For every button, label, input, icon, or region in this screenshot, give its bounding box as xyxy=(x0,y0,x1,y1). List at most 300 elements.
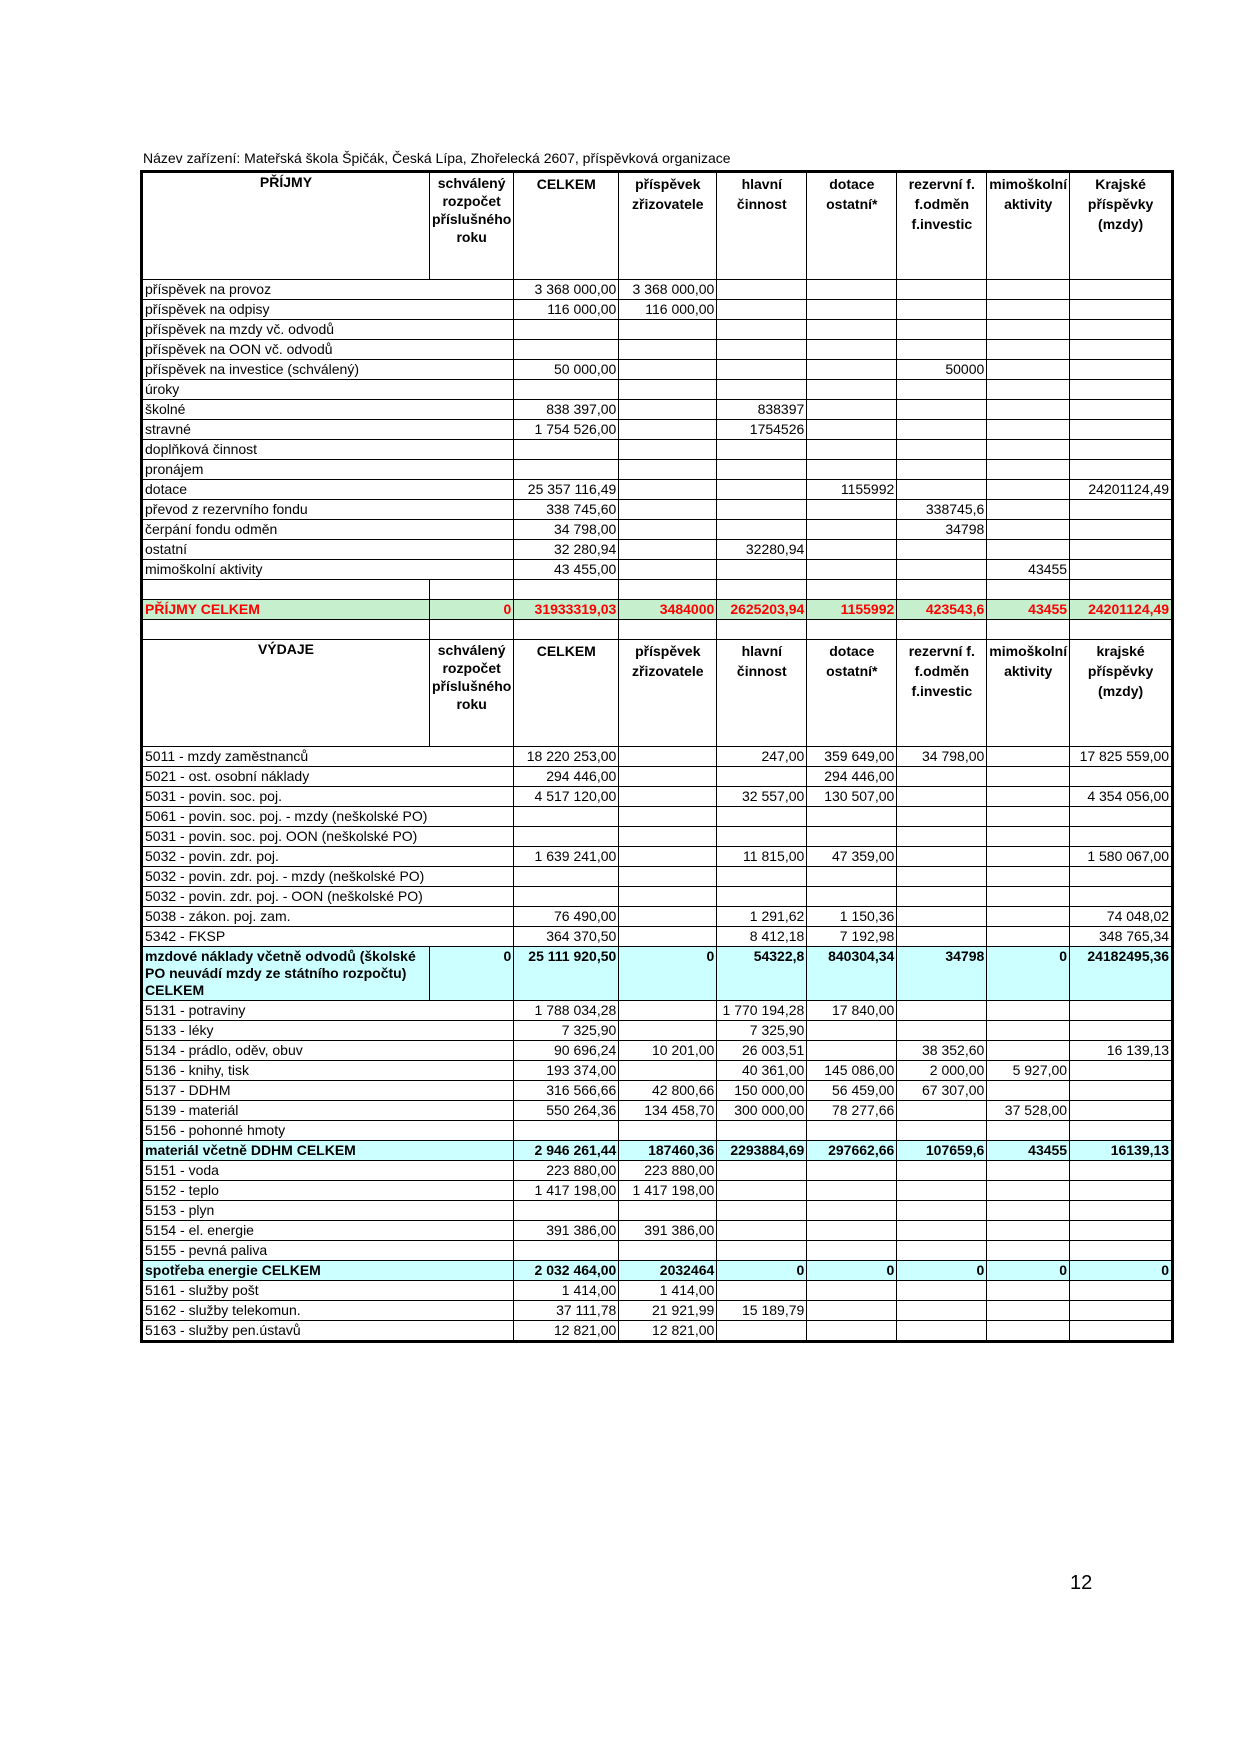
cell-value xyxy=(514,440,619,460)
cell-value xyxy=(897,767,987,787)
table-row xyxy=(142,1101,1173,1121)
table-row xyxy=(142,460,1173,480)
cell-value xyxy=(1070,1241,1173,1261)
budget-table xyxy=(140,170,1174,1343)
cell-value xyxy=(1070,300,1173,320)
cell-value xyxy=(429,1061,513,1081)
row-label: příspěvek na investice (schválený) xyxy=(142,360,430,380)
cell-value: 34 798,00 xyxy=(514,520,619,540)
column-header: hlavní činnost xyxy=(717,640,807,747)
cell-value xyxy=(429,1301,513,1321)
column-header: dotace ostatní* xyxy=(807,640,897,747)
cell-value xyxy=(807,1221,897,1241)
cell-value xyxy=(429,887,513,907)
row-label: 5139 - materiál xyxy=(142,1101,430,1121)
column-header: CELKEM xyxy=(514,640,619,747)
cell-value: 150 000,00 xyxy=(717,1081,807,1101)
cell-value xyxy=(897,1281,987,1301)
cell-value: 0 xyxy=(1070,1261,1173,1281)
cell-value xyxy=(717,887,807,907)
cell-value xyxy=(619,480,717,500)
cell-value xyxy=(1070,1061,1173,1081)
cell-value xyxy=(897,380,987,400)
cell-value xyxy=(807,827,897,847)
cell-value xyxy=(1070,1081,1173,1101)
cell-value xyxy=(1070,1121,1173,1141)
cell-value xyxy=(897,927,987,947)
row-label: školné xyxy=(142,400,430,420)
cell-value xyxy=(987,927,1070,947)
cell-value: 1 788 034,28 xyxy=(514,1001,619,1021)
table-row xyxy=(142,440,1173,460)
cell-value xyxy=(807,380,897,400)
cell-value: 300 000,00 xyxy=(717,1101,807,1121)
cell-value xyxy=(807,500,897,520)
cell-value xyxy=(429,787,513,807)
cell-value: 3 368 000,00 xyxy=(619,280,717,300)
cell-value xyxy=(1070,560,1173,580)
cell-value xyxy=(619,360,717,380)
cell-value xyxy=(619,1241,717,1261)
cell-value xyxy=(987,520,1070,540)
cell-value xyxy=(807,1021,897,1041)
cell-value xyxy=(987,400,1070,420)
cell-value xyxy=(1070,520,1173,540)
cell-value xyxy=(897,300,987,320)
table-row xyxy=(142,520,1173,540)
cell-value: 7 325,90 xyxy=(717,1021,807,1041)
cell-value xyxy=(987,907,1070,927)
cell-value: 1 414,00 xyxy=(514,1281,619,1301)
cell-value: 3 368 000,00 xyxy=(514,280,619,300)
cell-value: 838 397,00 xyxy=(514,400,619,420)
cell-value: 316 566,66 xyxy=(514,1081,619,1101)
cell-value xyxy=(807,1241,897,1261)
cell-value: 15 189,79 xyxy=(717,1301,807,1321)
column-header: PŘÍJMY xyxy=(142,172,430,280)
column-header: rezervní f. f.odměn f.investic xyxy=(897,172,987,280)
cell-value xyxy=(514,1241,619,1261)
column-header: schválený rozpočet příslušného roku xyxy=(429,640,513,747)
cell-value xyxy=(514,460,619,480)
cell-value xyxy=(1070,1001,1173,1021)
cell-value xyxy=(897,340,987,360)
cell-value xyxy=(1070,1181,1173,1201)
cell-value: 12 821,00 xyxy=(514,1321,619,1342)
wages-total-label: mzdové náklady včetně odvodů (školské PO neuvádí mzdy ze státního rozpočtu) CELKEM xyxy=(142,947,430,1001)
cell-value xyxy=(897,1101,987,1121)
cell-value xyxy=(429,1281,513,1301)
cell-value: 24182495,36 xyxy=(1070,947,1173,1001)
column-header: mimoškolní aktivity xyxy=(987,640,1070,747)
energy-total-label: spotřeba energie CELKEM xyxy=(142,1261,430,1281)
cell-value xyxy=(987,280,1070,300)
table-row xyxy=(142,807,1173,827)
cell-value: 2 946 261,44 xyxy=(514,1141,619,1161)
cell-value xyxy=(429,1121,513,1141)
cell-value xyxy=(717,360,807,380)
cell-value xyxy=(429,540,513,560)
row-label: 5152 - teplo xyxy=(142,1181,430,1201)
cell-value xyxy=(1070,440,1173,460)
cell-value: 2625203,94 xyxy=(717,600,807,620)
table-row xyxy=(142,907,1173,927)
cell-value xyxy=(717,560,807,580)
cell-value: 338745,6 xyxy=(897,500,987,520)
cell-value xyxy=(987,1221,1070,1241)
cell-value xyxy=(514,1121,619,1141)
cell-value xyxy=(807,320,897,340)
table-row xyxy=(142,787,1173,807)
table-row xyxy=(142,480,1173,500)
cell-value: 26 003,51 xyxy=(717,1041,807,1061)
cell-value: 134 458,70 xyxy=(619,1101,717,1121)
cell-value xyxy=(619,887,717,907)
cell-value xyxy=(429,1241,513,1261)
cell-value: 1155992 xyxy=(807,480,897,500)
cell-value: 37 111,78 xyxy=(514,1301,619,1321)
cell-value xyxy=(429,827,513,847)
cell-value xyxy=(897,1321,987,1342)
cell-value xyxy=(429,440,513,460)
cell-value xyxy=(619,907,717,927)
cell-value: 24201124,49 xyxy=(1070,600,1173,620)
cell-value: 4 517 120,00 xyxy=(514,787,619,807)
table-row xyxy=(142,540,1173,560)
cell-value: 0 xyxy=(987,1261,1070,1281)
cell-value xyxy=(429,560,513,580)
cell-value: 116 000,00 xyxy=(514,300,619,320)
cell-value xyxy=(987,1041,1070,1061)
cell-value xyxy=(807,460,897,480)
cell-value xyxy=(717,807,807,827)
row-label: 5061 - povin. soc. poj. - mzdy (neškolské PO) xyxy=(142,807,430,827)
row-label: příspěvek na mzdy vč. odvodů xyxy=(142,320,430,340)
cell-value: 43455 xyxy=(987,600,1070,620)
cell-value xyxy=(619,520,717,540)
cell-value xyxy=(619,440,717,460)
cell-value: 43 455,00 xyxy=(514,560,619,580)
cell-value: 223 880,00 xyxy=(619,1161,717,1181)
cell-value xyxy=(429,400,513,420)
cell-value xyxy=(897,787,987,807)
table-row xyxy=(142,400,1173,420)
table-row xyxy=(142,1161,1173,1181)
row-label: 5342 - FKSP xyxy=(142,927,430,947)
cell-value: 3484000 xyxy=(619,600,717,620)
table-row xyxy=(142,947,1173,1001)
blank-row xyxy=(142,620,1173,640)
cell-value xyxy=(897,480,987,500)
cell-value xyxy=(987,787,1070,807)
cell-value xyxy=(717,1161,807,1181)
cell-value: 294 446,00 xyxy=(514,767,619,787)
cell-value xyxy=(619,807,717,827)
cell-value xyxy=(429,300,513,320)
cell-value xyxy=(717,867,807,887)
cell-value xyxy=(429,360,513,380)
cell-value xyxy=(429,747,513,767)
cell-value xyxy=(514,867,619,887)
cell-value xyxy=(897,847,987,867)
table-row xyxy=(142,1081,1173,1101)
cell-value xyxy=(807,1321,897,1342)
row-label: 5031 - povin. soc. poj. OON (neškolské PO) xyxy=(142,827,430,847)
cell-value xyxy=(807,1161,897,1181)
table-row xyxy=(142,380,1173,400)
cell-value: 1754526 xyxy=(717,420,807,440)
table-row xyxy=(142,1021,1173,1041)
cell-value xyxy=(429,1161,513,1181)
table-row xyxy=(142,867,1173,887)
cell-value xyxy=(717,320,807,340)
table-row xyxy=(142,360,1173,380)
cell-value: 1 291,62 xyxy=(717,907,807,927)
cell-value xyxy=(717,1241,807,1261)
table-row xyxy=(142,887,1173,907)
cell-value xyxy=(1070,887,1173,907)
cell-value xyxy=(619,827,717,847)
cell-value xyxy=(619,767,717,787)
cell-value: 1 770 194,28 xyxy=(717,1001,807,1021)
table-row xyxy=(142,767,1173,787)
cell-value xyxy=(807,1301,897,1321)
cell-value xyxy=(897,1221,987,1241)
cell-value xyxy=(897,867,987,887)
cell-value xyxy=(987,847,1070,867)
cell-value xyxy=(897,460,987,480)
cell-value xyxy=(987,380,1070,400)
column-header: dotace ostatní* xyxy=(807,172,897,280)
cell-value: 1 417 198,00 xyxy=(619,1181,717,1201)
cell-value: 840304,34 xyxy=(807,947,897,1001)
cell-value xyxy=(1070,767,1173,787)
cell-value xyxy=(1070,1321,1173,1342)
cell-value xyxy=(1070,460,1173,480)
table-row xyxy=(142,280,1173,300)
cell-value: 56 459,00 xyxy=(807,1081,897,1101)
cell-value xyxy=(1070,1301,1173,1321)
table-row xyxy=(142,340,1173,360)
cell-value xyxy=(619,1201,717,1221)
cell-value: 50000 xyxy=(897,360,987,380)
cell-value xyxy=(1070,540,1173,560)
cell-value xyxy=(619,1061,717,1081)
cell-value xyxy=(987,460,1070,480)
cell-value xyxy=(897,280,987,300)
cell-value: 1 150,36 xyxy=(807,907,897,927)
cell-value xyxy=(717,1321,807,1342)
cell-value xyxy=(987,300,1070,320)
cell-value: 1155992 xyxy=(807,600,897,620)
row-label: 5032 - povin. zdr. poj. xyxy=(142,847,430,867)
row-label: 5011 - mzdy zaměstnanců xyxy=(142,747,430,767)
cell-value xyxy=(987,1301,1070,1321)
cell-value xyxy=(429,1221,513,1241)
cell-value xyxy=(897,420,987,440)
cell-value xyxy=(514,380,619,400)
cell-value xyxy=(1070,1021,1173,1041)
cell-value xyxy=(717,500,807,520)
cell-value xyxy=(619,867,717,887)
cell-value: 12 821,00 xyxy=(619,1321,717,1342)
table-row xyxy=(142,1041,1173,1061)
cell-value xyxy=(717,480,807,500)
cell-value: 223 880,00 xyxy=(514,1161,619,1181)
cell-value xyxy=(717,827,807,847)
row-label: příspěvek na OON vč. odvodů xyxy=(142,340,430,360)
row-label: 5162 - služby telekomun. xyxy=(142,1301,430,1321)
cell-value xyxy=(807,1201,897,1221)
cell-value xyxy=(807,1041,897,1061)
row-label: 5153 - plyn xyxy=(142,1201,430,1221)
cell-value: 7 325,90 xyxy=(514,1021,619,1041)
table-row xyxy=(142,420,1173,440)
table-row xyxy=(142,1241,1173,1261)
table-row xyxy=(142,1261,1173,1281)
table-row xyxy=(142,827,1173,847)
cell-value xyxy=(619,420,717,440)
table-row xyxy=(142,1001,1173,1021)
cell-value xyxy=(717,280,807,300)
cell-value xyxy=(619,1121,717,1141)
table-row xyxy=(142,1141,1173,1161)
cell-value xyxy=(1070,420,1173,440)
row-label: příspěvek na provoz xyxy=(142,280,430,300)
cell-value: 391 386,00 xyxy=(619,1221,717,1241)
cell-value: 54322,8 xyxy=(717,947,807,1001)
cell-value xyxy=(987,1081,1070,1101)
cell-value xyxy=(514,1201,619,1221)
cell-value: 11 815,00 xyxy=(717,847,807,867)
cell-value xyxy=(807,400,897,420)
cell-value xyxy=(1070,827,1173,847)
cell-value: 10 201,00 xyxy=(619,1041,717,1061)
cell-value xyxy=(1070,1161,1173,1181)
cell-value xyxy=(897,440,987,460)
cell-value: 38 352,60 xyxy=(897,1041,987,1061)
cell-value: 1 580 067,00 xyxy=(1070,847,1173,867)
cell-value: 247,00 xyxy=(717,747,807,767)
table-row xyxy=(142,847,1173,867)
cell-value xyxy=(987,480,1070,500)
cell-value xyxy=(717,340,807,360)
cell-value xyxy=(619,500,717,520)
table-row xyxy=(142,300,1173,320)
cell-value xyxy=(429,1101,513,1121)
row-label: ostatní xyxy=(142,540,430,560)
row-label: 5156 - pohonné hmoty xyxy=(142,1121,430,1141)
material-total-label: materiál včetně DDHM CELKEM xyxy=(142,1141,430,1161)
cell-value xyxy=(987,807,1070,827)
cell-value: 2 032 464,00 xyxy=(514,1261,619,1281)
cell-value: 67 307,00 xyxy=(897,1081,987,1101)
row-label: 5031 - povin. soc. poj. xyxy=(142,787,430,807)
cell-value: 17 825 559,00 xyxy=(1070,747,1173,767)
cell-value: 550 264,36 xyxy=(514,1101,619,1121)
row-label: 5131 - potraviny xyxy=(142,1001,430,1021)
cell-value: 47 359,00 xyxy=(807,847,897,867)
cell-value xyxy=(619,927,717,947)
cell-value xyxy=(619,380,717,400)
cell-value xyxy=(807,807,897,827)
cell-value: 145 086,00 xyxy=(807,1061,897,1081)
cell-value: 0 xyxy=(429,947,513,1001)
row-label: stravné xyxy=(142,420,430,440)
cell-value xyxy=(429,1261,513,1281)
cell-value: 16139,13 xyxy=(1070,1141,1173,1161)
cell-value: 193 374,00 xyxy=(514,1061,619,1081)
cell-value xyxy=(429,380,513,400)
table-row xyxy=(142,1301,1173,1321)
cell-value xyxy=(429,927,513,947)
cell-value xyxy=(897,887,987,907)
cell-value xyxy=(987,1181,1070,1201)
row-label: 5021 - ost. osobní náklady xyxy=(142,767,430,787)
column-header: hlavní činnost xyxy=(717,172,807,280)
cell-value xyxy=(987,440,1070,460)
row-label: 5137 - DDHM xyxy=(142,1081,430,1101)
cell-value: 43455 xyxy=(987,1141,1070,1161)
cell-value xyxy=(987,420,1070,440)
cell-value: 74 048,02 xyxy=(1070,907,1173,927)
cell-value xyxy=(987,540,1070,560)
row-label: čerpání fondu odměn xyxy=(142,520,430,540)
cell-value xyxy=(429,280,513,300)
cell-value: 348 765,34 xyxy=(1070,927,1173,947)
cell-value xyxy=(807,540,897,560)
cell-value: 116 000,00 xyxy=(619,300,717,320)
cell-value xyxy=(897,907,987,927)
column-header: VÝDAJE xyxy=(142,640,430,747)
cell-value xyxy=(987,1281,1070,1301)
cell-value xyxy=(514,320,619,340)
cell-value: 423543,6 xyxy=(897,600,987,620)
page-number: 12 xyxy=(1070,1572,1093,1594)
table-row xyxy=(142,560,1173,580)
cell-value xyxy=(429,807,513,827)
cell-value xyxy=(514,887,619,907)
cell-value xyxy=(619,400,717,420)
cell-value xyxy=(987,1001,1070,1021)
cell-value xyxy=(619,560,717,580)
cell-value: 130 507,00 xyxy=(807,787,897,807)
cell-value xyxy=(429,907,513,927)
cell-value xyxy=(619,1021,717,1041)
cell-value xyxy=(987,747,1070,767)
row-label: úroky xyxy=(142,380,430,400)
table-row xyxy=(142,927,1173,947)
cell-value xyxy=(987,1201,1070,1221)
cell-value: 294 446,00 xyxy=(807,767,897,787)
cell-value xyxy=(717,440,807,460)
cell-value xyxy=(1070,400,1173,420)
cell-value xyxy=(429,340,513,360)
cell-value: 32280,94 xyxy=(717,540,807,560)
cell-value xyxy=(619,320,717,340)
cell-value: 31933319,03 xyxy=(514,600,619,620)
cell-value: 297662,66 xyxy=(807,1141,897,1161)
cell-value xyxy=(1070,867,1173,887)
cell-value xyxy=(429,520,513,540)
cell-value xyxy=(897,1001,987,1021)
cell-value: 8 412,18 xyxy=(717,927,807,947)
cell-value xyxy=(897,807,987,827)
cell-value xyxy=(1070,1101,1173,1121)
cell-value xyxy=(619,1001,717,1021)
cell-value xyxy=(987,887,1070,907)
cell-value xyxy=(807,440,897,460)
